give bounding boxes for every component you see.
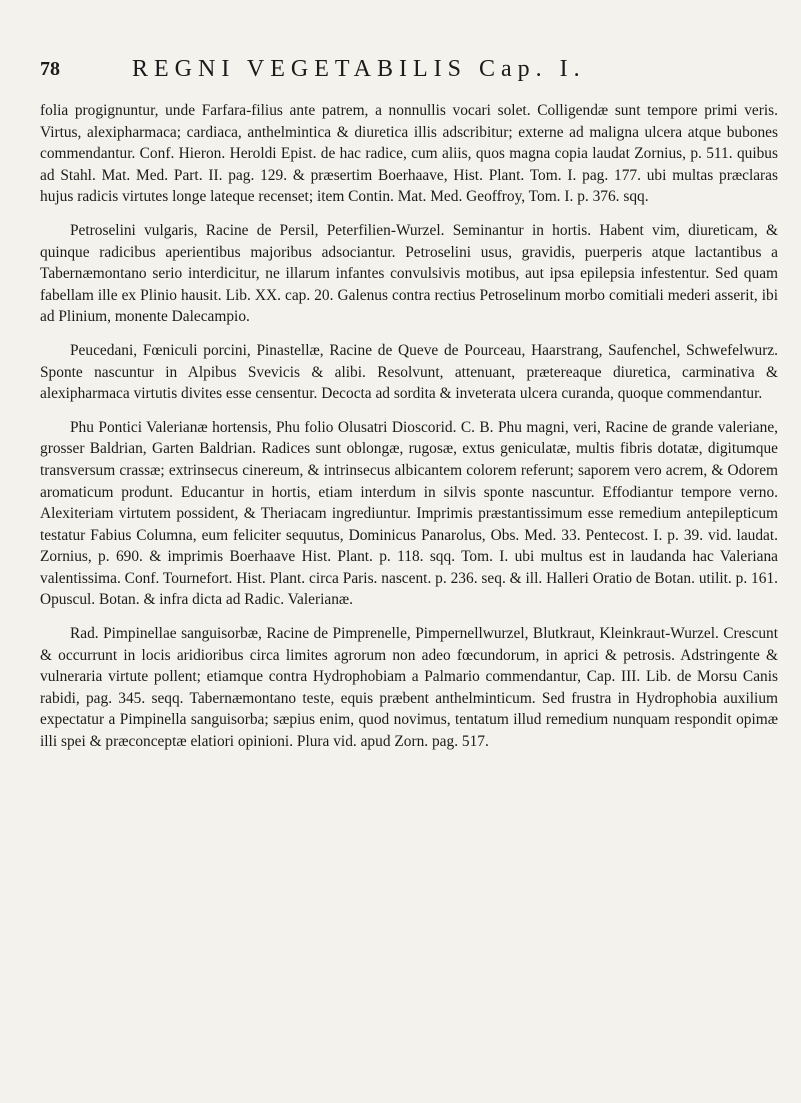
paragraph-phu-pontici: Phu Pontici Valerianæ hortensis, Phu folio Olusatri Dioscorid. C. B. Phu magni, veri, Racine de grande valeriane, grosser Baldrian, Garten Baldrian. Radices sunt oblongæ, rugosæ, extus geniculatæ, multis fibris dotatæ, digitumque transversum crassæ; extrinsecus cinereum, & intrinsecus albicantem colorem referunt; saporem vero acrem, & Odorem aromaticum produnt. Educantur in hortis, etiam interdum in silvis sponte nascuntur. Effodiantur tempore verno. Alexiteriam virtutem possident, & Theriacam ingrediuntur. Imprimis præstantissimum esse remedium antepilepticum testatur Fabius Columna, eum feliciter sequutus, Dominicus Panarolus, Obs. Med. 33. Pentecost. I. p. 39. vid. laudat. Zornius, p. 690. & imprimis Boerhaave Hist. Plant. p. 118. sqq. Tom. I. ubi multus est in laudanda hac Valeriana valentissima. Conf. Tournefort. Hist. Plant. circa Paris. nascent. p. 236. seq. & ill. Halleri Oratio de Botan. utilit. p. 161. Opuscul. Botan. & infra dicta ad Radic. Valerianæ. (40, 418, 778, 609)
page-number: 78 (40, 58, 60, 80)
body-text (40, 100, 778, 765)
running-title: REGNI VEGETABILIS Cap. I. (132, 56, 586, 82)
paragraph-farfara-continuation: folia progignuntur, unde Farfara-filius ante patrem, a nonnullis vocari solet. Colligendæ sunt tempore primi veris. Virtus, alexipharmaca; cardiaca, anthelmintica & diuretica illis adscribitur; externe ad maligna ulcera atque bubones commendantur. Conf. Hieron. Heroldi Epist. de hac radice, cum aliis, quos magna copia laudat Zornius, p. 511. quibus ad Stahl. Mat. Med. Part. II. pag. 129. & præsertim Boerhaave, Hist. Plant. Tom. I. pag. 177. ubi multas præclaras hujus radicis virtutes longe lateque recenset; item Contin. Mat. Med. Geoffroy, Tom. I. p. 376. sqq. (40, 102, 778, 206)
paragraph-pimpinellae: Rad. Pimpinellae sanguisorbæ, Racine de Pimprenelle, Pimpernellwurzel, Blutkraut, Kleinkraut-Wurzel. Crescunt & occurrunt in locis aridioribus circa limites agrorum non adeo fœcundorum, in aprici & petrosis. Adstringente & vulneraria virtute pollent; etiamque contra Hydrophobiam a Palmario commendantur, Cap. III. Lib. de Morsu Canis rabidi, pag. 345. seqq. Tabernæmontano teste, equis præbent anthelminticum. Sed frustra in Hydrophobia auxilium expectatur a Pimpinella sanguisorba; sæpius enim, quod novimus, tentatum illud remedium nunquam respondit opimæ illi spei & præconceptæ elatiori opinioni. Plura vid. apud Zorn. pag. 517. (40, 625, 778, 751)
page-header (40, 56, 780, 90)
paragraph-peucedani: Peucedani, Fœniculi porcini, Pinastellæ, Racine de Queve de Pourceau, Haarstrang, Saufenchel, Schwefelwurz. Sponte nascuntur in Alpibus Svevicis & alibi. Resolvunt, attenuant, prætereaque diuretica, carminativa & alexipharmaca virtutis divites esse censentur. Decocta ad sordita & inveterata ulcera curanda, quoque commendantur. (40, 341, 778, 403)
paragraph-petroselini: Petroselini vulgaris, Racine de Persil, Peterfilien-Wurzel. Seminantur in hortis. Habent vim, diureticam, & quinque radicibus aperientibus majoribus adsociantur. Petroselini usus, gravidis, puerperis atque lactantibus a Tabernæmontano serio interdicitur, ne illarum infantes convulsivis motibus, aut ipsa epilepsia infestentur. Sed quam fabellam ille ex Plinio hausit. Lib. XX. cap. 20. Galenus contra rectius Petroselinum morbo comitiali mederi asserit, ibi ad Plinium, monente Dalecampio. (40, 221, 778, 326)
